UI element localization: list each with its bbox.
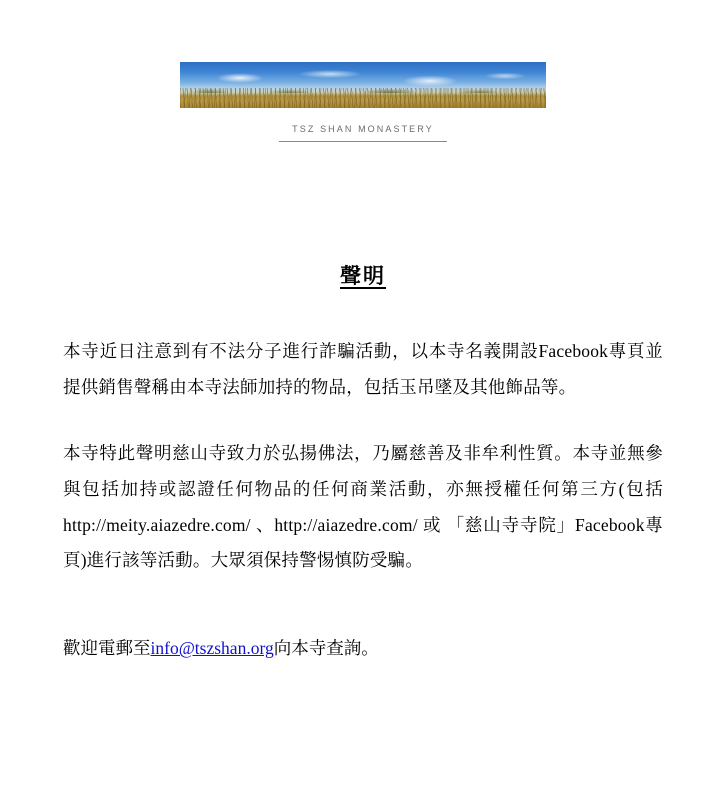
contact-prefix: 歡迎電郵至 [63, 638, 151, 659]
page-title: 聲明 [340, 264, 386, 288]
paragraph-1: 本寺近日注意到有不法分子進行詐騙活動，以本寺名義開設Facebook專頁並提供銷售聲稱由本寺法師加持的物品，包括玉吊墜及其他飾品等。 [63, 341, 663, 397]
contact-suffix: 向本寺查詢。 [273, 638, 379, 659]
reeds-decoration [180, 88, 546, 108]
document-body [63, 142, 663, 667]
banner-image [180, 62, 546, 108]
monastery-name-caption: TSZ SHAN MONASTERY [292, 124, 434, 134]
monastery-logo-block [180, 0, 546, 142]
paragraph-2: 本寺特此聲明慈山寺致力於弘揚佛法，乃屬慈善及非牟利性質。本寺並無參與包括加持或認證任何物品的任何商業活動，亦無授權任何第三方(包括http://meity.aiazedre.com/ 、http://aiazedre.com/ 或 「慈山寺寺院」Facebook專頁)進行該等活動。大眾須保持警惕慎防受騙。 [63, 442, 663, 571]
contact-line [63, 631, 663, 667]
email-link[interactable]: info@tszshan.org [150, 638, 274, 659]
